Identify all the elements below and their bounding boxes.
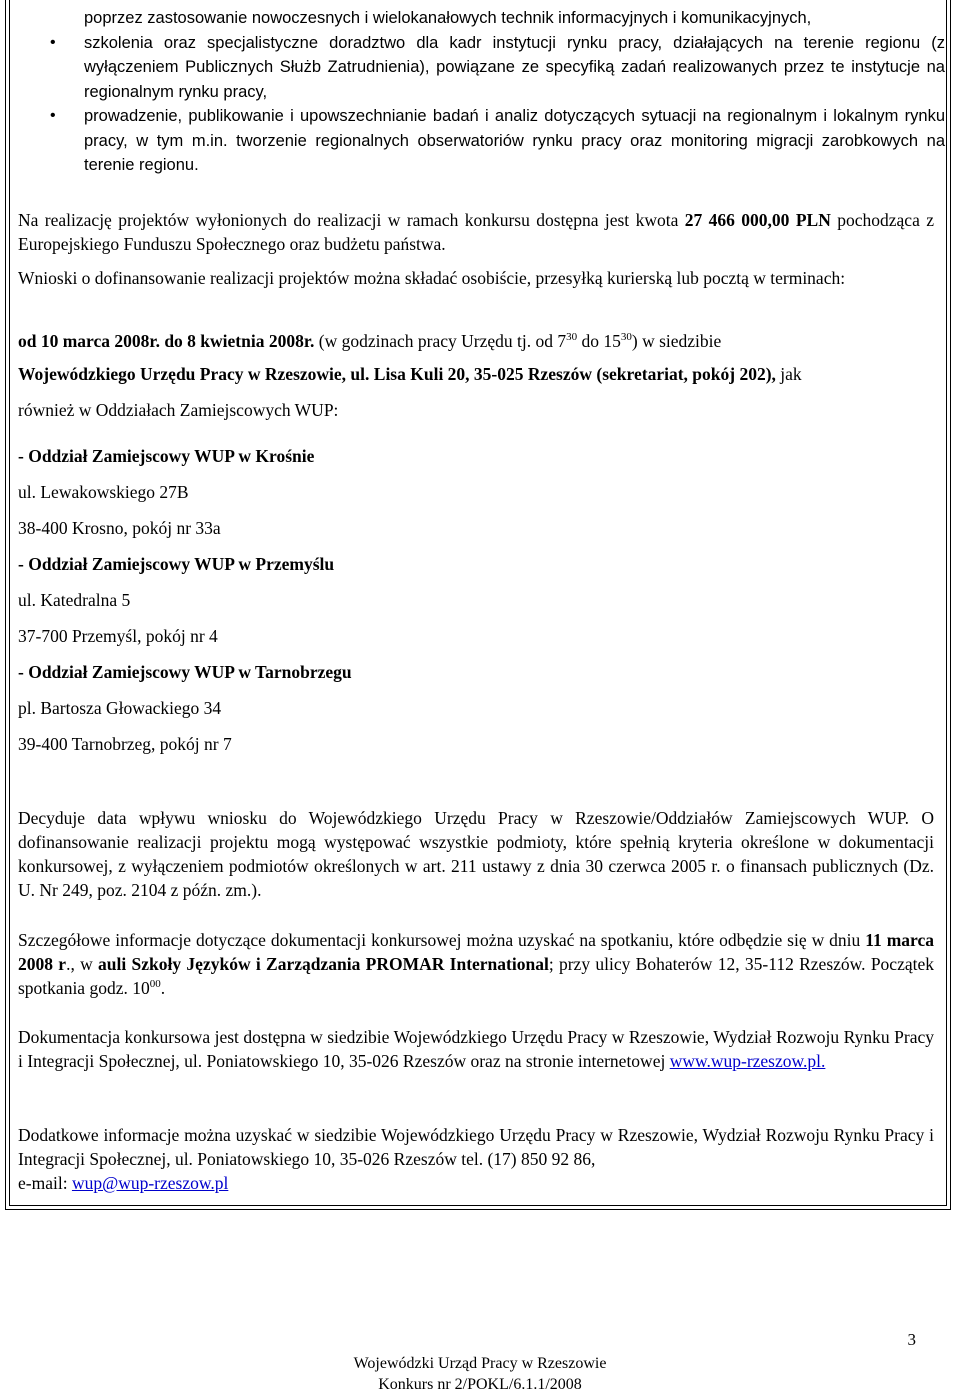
applications-intro: Wnioski o dofinansowanie realizacji projektów można składać osobiście, przesyłką kurierską lub pocztą w terminach:: [18, 268, 846, 288]
application-dates: od 10 marca 2008r. do 8 kwietnia 2008r. (w godzinach pracy Urzędu tj. od $7^{30}$ do $15^{30}$) w siedzibie: [18, 331, 722, 351]
branch-tarnobrzeg-street: pl. Bartosza Głowackiego 34: [18, 698, 222, 718]
office-address: Wojewódzkiego Urzędu Pracy w Rzeszowie, ul. Lisa Kuli 20, 35-025 Rzeszów (sekretariat, pokój 202), jak: [18, 364, 802, 384]
branches-intro: również w Oddziałach Zamiejscowych WUP:: [18, 400, 339, 420]
branch-tarnobrzeg-city: 39-400 Tarnobrzeg, pokój nr 7: [18, 734, 232, 754]
funding-paragraph: Na realizację projektów wyłonionych do realizacji w ramach konkursu dostępna jest kwota 27 466 000,00 PLN pochodząca z Europejskiego Funduszu Społecznego oraz budżetu państwa.: [18, 210, 935, 254]
documentation-paragraph: Dokumentacja konkursowa jest dostępna w siedzibie Wojewódzkiego Urzędu Pracy w Rzeszowie, Wydział Rozwoju Rynku Pracy i Integracji Społecznej, ul. Poniatowskiego 10, 35-026 Rzeszów oraz na stronie internetowej www.wup-rzeszow.pl.: [18, 1027, 934, 1071]
additional-info-paragraph: Dodatkowe informacje można uzyskać w siedzibie Wojewódzkiego Urzędu Pracy w Rzeszowie, Wydział Rozwoju Rynku Pracy i Integracji Społecznej, ul. Poniatowskiego 10, 35-026 Rzeszów tel. (17) 850 92 86, e-mail: wup@wup-rzeszow.pl: [18, 1125, 934, 1193]
email-link[interactable]: wup@wup-rzeszow.pl: [71, 1173, 229, 1193]
page-number: 3: [907, 1330, 916, 1349]
branch-krosno-city: 38-400 Krosno, pokój nr 33a: [18, 518, 221, 538]
bullet-list: [50, 6, 945, 178]
bullet-item-training: • szkolenia oraz specjalistyczne doradztwo dla kadr instytucji rynku pracy, działających na terenie regionu (z wyłączeniem Publicznych Służb Zatrudnienia), powiązane ze specyfiką zadań realizowanych przez te instytucje na regionalnym rynku pracy,: [50, 31, 945, 105]
branch-przemysl-name: - Oddział Zamiejscowy WUP w Przemyślu: [18, 554, 335, 574]
website-link[interactable]: www.wup-rzeszow.pl.: [669, 1051, 826, 1071]
meeting-paragraph: Szczegółowe informacje dotyczące dokumentacji konkursowej można uzyskać na spotkaniu, które odbędzie się w dniu 11 marca 2008 r., w auli Szkoły Języków i Zarządzania PROMAR International; przy ulicy Bohaterów 12, 35-112 Rzeszów. Początek spotkania godz. $10^{00}$.: [18, 930, 934, 998]
branch-przemysl-city: 37-700 Przemyśl, pokój nr 4: [18, 626, 218, 646]
footer-competition-number: Konkurs nr 2/POKL/6.1.1/2008: [378, 1376, 582, 1393]
branch-przemysl-street: ul. Katedralna 5: [18, 590, 131, 610]
decision-paragraph: Decyduje data wpływu wniosku do Wojewódzkiego Urzędu Pracy w Rzeszowie/Oddziałów Zamiejscowych WUP. O dofinansowanie realizacji projektu mogą występować wszystkie podmioty, które spełnią kryteria określone w dokumentacji konkursowej, z wyłączeniem podmiotów określonych w art. 211 ustawy z dnia 30 czerwca 2005 r. o finansach publicznych (Dz. U. Nr 249, poz. 2104 z późn. zm.).: [18, 808, 934, 900]
bullet-item-research: • prowadzenie, publikowanie i upowszechnianie badań i analiz dotyczących sytuacji na regionalnym i lokalnym rynku pracy, w tym m.in. tworzenie regionalnych obserwatoriów rynku pracy oraz monitoring migracji zarobkowych na terenie regionu.: [50, 104, 945, 178]
branch-krosno-name: - Oddział Zamiejscowy WUP w Krośnie: [18, 446, 315, 466]
branch-krosno-street: ul. Lewakowskiego 27B: [18, 482, 189, 502]
funding-amount: 27 466 000,00 PLN: [684, 210, 831, 230]
branch-tarnobrzeg-name: - Oddział Zamiejscowy WUP w Tarnobrzegu: [18, 662, 352, 682]
bullet-item-continued: poprzez zastosowanie nowoczesnych i wielokanałowych technik informacyjnych i komunikacyjnych,: [84, 9, 812, 27]
footer-institution: Wojewódzki Urząd Pracy w Rzeszowie: [353, 1355, 607, 1372]
